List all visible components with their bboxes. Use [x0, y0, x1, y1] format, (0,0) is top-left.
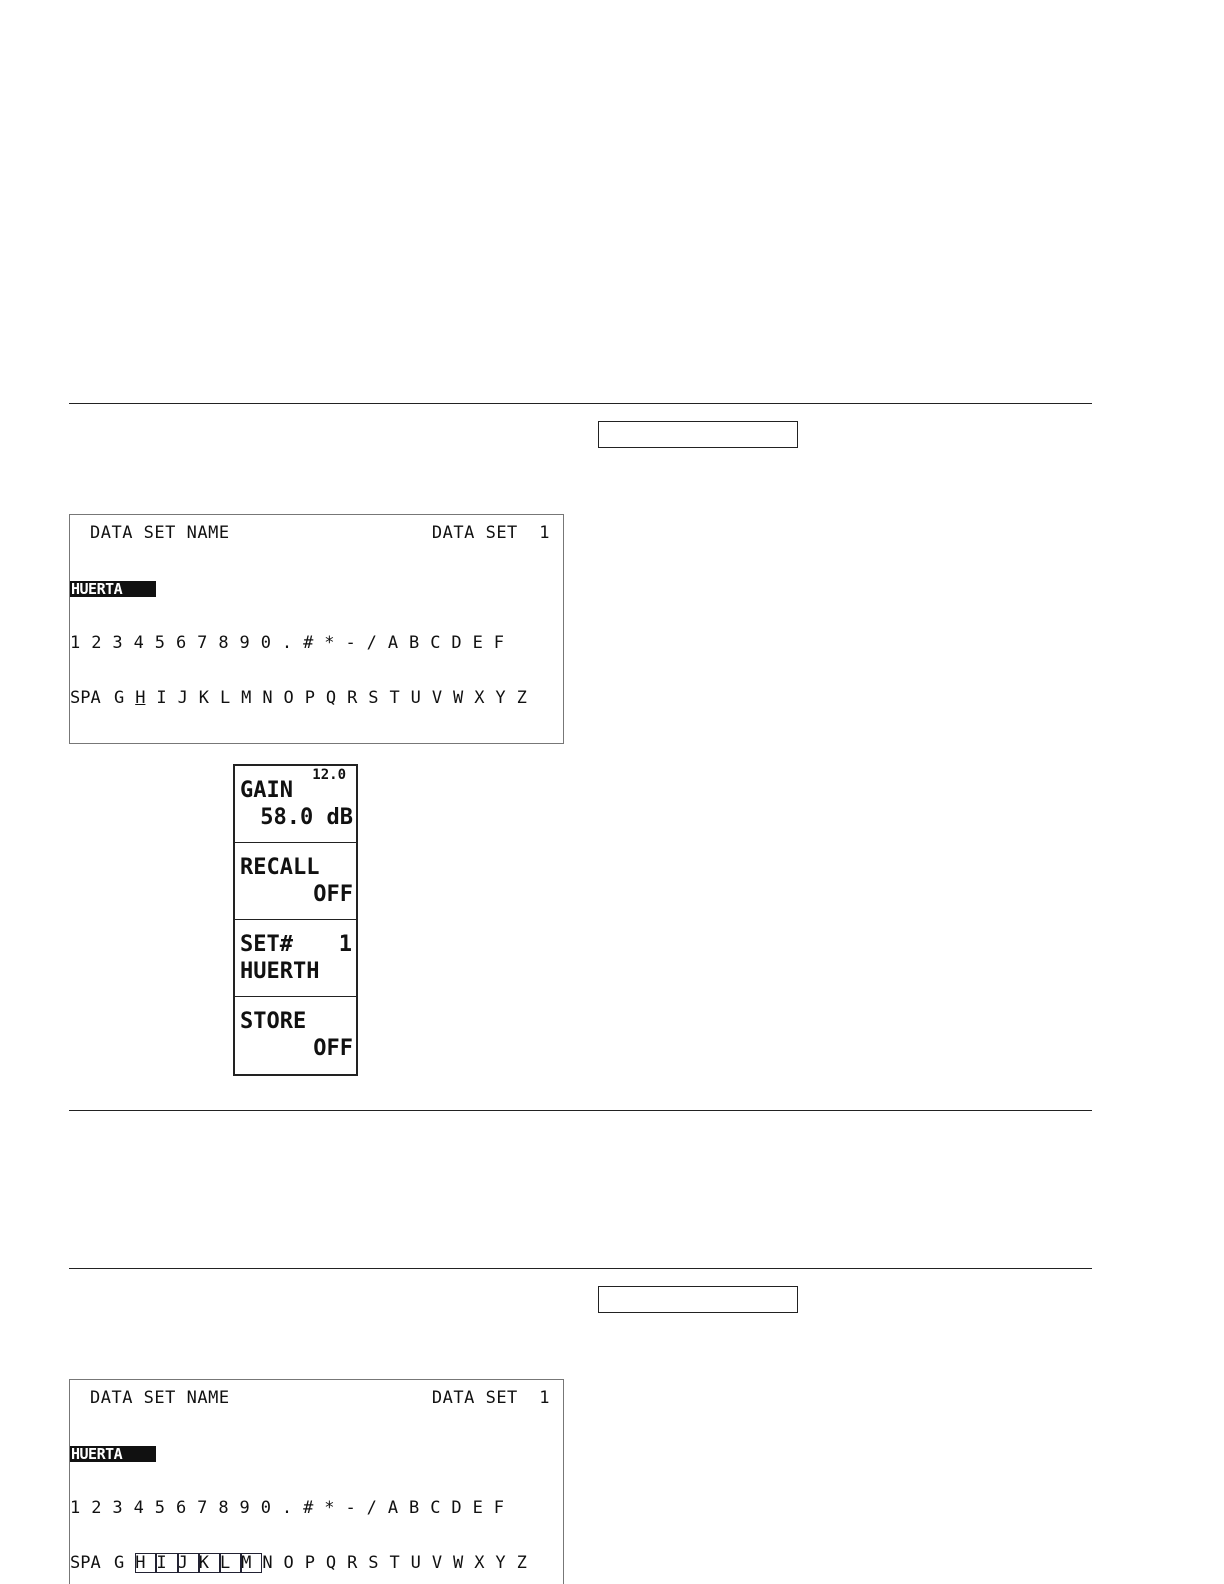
char-key-c[interactable]: C: [430, 1498, 441, 1518]
blank-label-box-1: [598, 421, 798, 448]
set-number: 1: [338, 932, 352, 957]
char-key-q[interactable]: Q: [325, 688, 337, 708]
char-key-5[interactable]: 5: [154, 1498, 165, 1518]
char-key-slash[interactable]: /: [366, 633, 377, 653]
top-rule-2: [69, 1268, 1092, 1269]
char-key-i[interactable]: I: [156, 1553, 177, 1573]
set-name: HUERTH: [240, 959, 320, 984]
set-softkey[interactable]: [235, 920, 356, 997]
char-key-s[interactable]: S: [368, 688, 379, 708]
char-key-g[interactable]: G: [114, 1553, 125, 1573]
char-key-l[interactable]: L: [219, 688, 231, 708]
data-set-name-screen-2: [69, 1379, 564, 1584]
char-key-r[interactable]: R: [347, 1553, 358, 1573]
char-row-2: [70, 688, 538, 708]
char-key-dot[interactable]: .: [281, 633, 293, 653]
name-input-field[interactable]: HUERTA: [70, 581, 156, 597]
char-key-4[interactable]: 4: [133, 633, 144, 653]
char-key-slash[interactable]: /: [366, 1498, 377, 1518]
char-key-b[interactable]: B: [409, 1498, 420, 1518]
bottom-rule-1: [69, 1110, 1092, 1111]
char-row-1: [70, 633, 515, 653]
char-key-4[interactable]: 4: [133, 1498, 144, 1518]
char-key-spa[interactable]: SPA: [70, 688, 101, 708]
char-key-5[interactable]: 5: [154, 633, 165, 653]
char-key-2[interactable]: 2: [91, 633, 102, 653]
char-key-y[interactable]: Y: [495, 688, 506, 708]
char-key-r[interactable]: R: [347, 688, 358, 708]
char-key-a[interactable]: A: [387, 1498, 399, 1518]
top-rule-1: [69, 403, 1092, 404]
char-key-k[interactable]: K: [198, 688, 209, 708]
char-key-6[interactable]: 6: [175, 1498, 187, 1518]
char-key-j[interactable]: J: [177, 688, 188, 708]
char-key-3[interactable]: 3: [112, 633, 123, 653]
gain-label: GAIN: [240, 778, 293, 803]
char-key-e[interactable]: E: [472, 1498, 483, 1518]
char-key-star[interactable]: *: [324, 1498, 335, 1518]
char-key-h[interactable]: H: [135, 688, 146, 708]
char-key-b[interactable]: B: [409, 633, 420, 653]
char-key-u[interactable]: U: [410, 1553, 421, 1573]
char-key-7[interactable]: 7: [197, 1498, 208, 1518]
char-key-n[interactable]: N: [262, 1553, 273, 1573]
char-key-star[interactable]: *: [324, 633, 335, 653]
char-key-w[interactable]: W: [453, 688, 464, 708]
char-row-1: [70, 1498, 515, 1518]
store-value: OFF: [313, 1036, 353, 1061]
store-softkey[interactable]: [235, 997, 356, 1074]
char-key-0[interactable]: 0: [260, 1498, 271, 1518]
store-label: STORE: [240, 1009, 307, 1034]
char-key-l[interactable]: L: [220, 1553, 241, 1573]
softkey-panel: [233, 764, 358, 1076]
data-set-indicator: DATA SET 1: [431, 1388, 550, 1408]
char-key-hash[interactable]: #: [303, 1498, 314, 1518]
screen-title: DATA SET NAME: [90, 523, 230, 543]
char-key-w[interactable]: W: [453, 1553, 464, 1573]
set-label: SET#: [240, 932, 293, 957]
char-key-a[interactable]: A: [387, 633, 399, 653]
char-row-2: [70, 1553, 538, 1573]
char-key-1[interactable]: 1: [70, 1498, 81, 1518]
char-key-t[interactable]: T: [389, 688, 400, 708]
char-key-9[interactable]: 9: [239, 1498, 250, 1518]
char-key-3[interactable]: 3: [112, 1498, 123, 1518]
char-key-d[interactable]: D: [451, 633, 462, 653]
char-key-n[interactable]: N: [262, 688, 273, 708]
char-key-z[interactable]: Z: [516, 688, 527, 708]
char-key-0[interactable]: 0: [260, 633, 271, 653]
char-key-k[interactable]: K: [199, 1553, 220, 1573]
char-key-i[interactable]: I: [156, 688, 167, 708]
char-key-x[interactable]: X: [474, 1553, 485, 1573]
char-key-s[interactable]: S: [368, 1553, 379, 1573]
gain-value: 58.0 dB: [260, 805, 353, 830]
gain-step: 12.0: [312, 767, 346, 783]
char-key-o[interactable]: O: [283, 1553, 294, 1573]
recall-softkey[interactable]: [235, 843, 356, 920]
char-key-y[interactable]: Y: [495, 1553, 506, 1573]
data-set-name-screen-1: [69, 514, 564, 744]
char-key-f[interactable]: F: [493, 633, 504, 653]
char-key-dot[interactable]: .: [281, 1498, 293, 1518]
char-key-dash[interactable]: -: [345, 633, 356, 653]
char-key-p[interactable]: P: [304, 688, 315, 708]
name-input-field[interactable]: HUERTA: [70, 1446, 156, 1462]
data-set-indicator: DATA SET 1: [431, 523, 550, 543]
char-key-t[interactable]: T: [389, 1553, 400, 1573]
char-key-g[interactable]: G: [114, 688, 125, 708]
char-key-d[interactable]: D: [451, 1498, 462, 1518]
screen-title: DATA SET NAME: [90, 1388, 230, 1408]
char-key-z[interactable]: Z: [516, 1553, 527, 1573]
char-key-j[interactable]: J: [178, 1553, 199, 1573]
recall-label: RECALL: [240, 855, 320, 880]
char-key-m[interactable]: M: [241, 1553, 262, 1573]
char-key-h[interactable]: H: [135, 1553, 156, 1573]
char-key-q[interactable]: Q: [325, 1553, 337, 1573]
char-key-c[interactable]: C: [430, 633, 441, 653]
blank-label-box-2: [598, 1286, 798, 1313]
char-key-m[interactable]: M: [241, 688, 252, 708]
char-key-u[interactable]: U: [410, 688, 421, 708]
char-key-2[interactable]: 2: [91, 1498, 102, 1518]
gain-softkey[interactable]: [235, 766, 356, 843]
char-key-o[interactable]: O: [283, 688, 294, 708]
char-key-9[interactable]: 9: [239, 633, 250, 653]
char-key-spa[interactable]: SPA: [70, 1553, 101, 1573]
char-key-e[interactable]: E: [472, 633, 483, 653]
char-key-f[interactable]: F: [493, 1498, 504, 1518]
char-key-x[interactable]: X: [474, 688, 485, 708]
char-key-hash[interactable]: #: [303, 633, 314, 653]
char-key-v[interactable]: V: [431, 1553, 443, 1573]
char-key-8[interactable]: 8: [218, 1498, 229, 1518]
char-key-p[interactable]: P: [304, 1553, 315, 1573]
recall-value: OFF: [313, 882, 353, 907]
char-key-v[interactable]: V: [431, 688, 443, 708]
char-key-1[interactable]: 1: [70, 633, 81, 653]
char-key-7[interactable]: 7: [197, 633, 208, 653]
char-key-8[interactable]: 8: [218, 633, 229, 653]
char-key-6[interactable]: 6: [175, 633, 187, 653]
char-key-dash[interactable]: -: [345, 1498, 356, 1518]
